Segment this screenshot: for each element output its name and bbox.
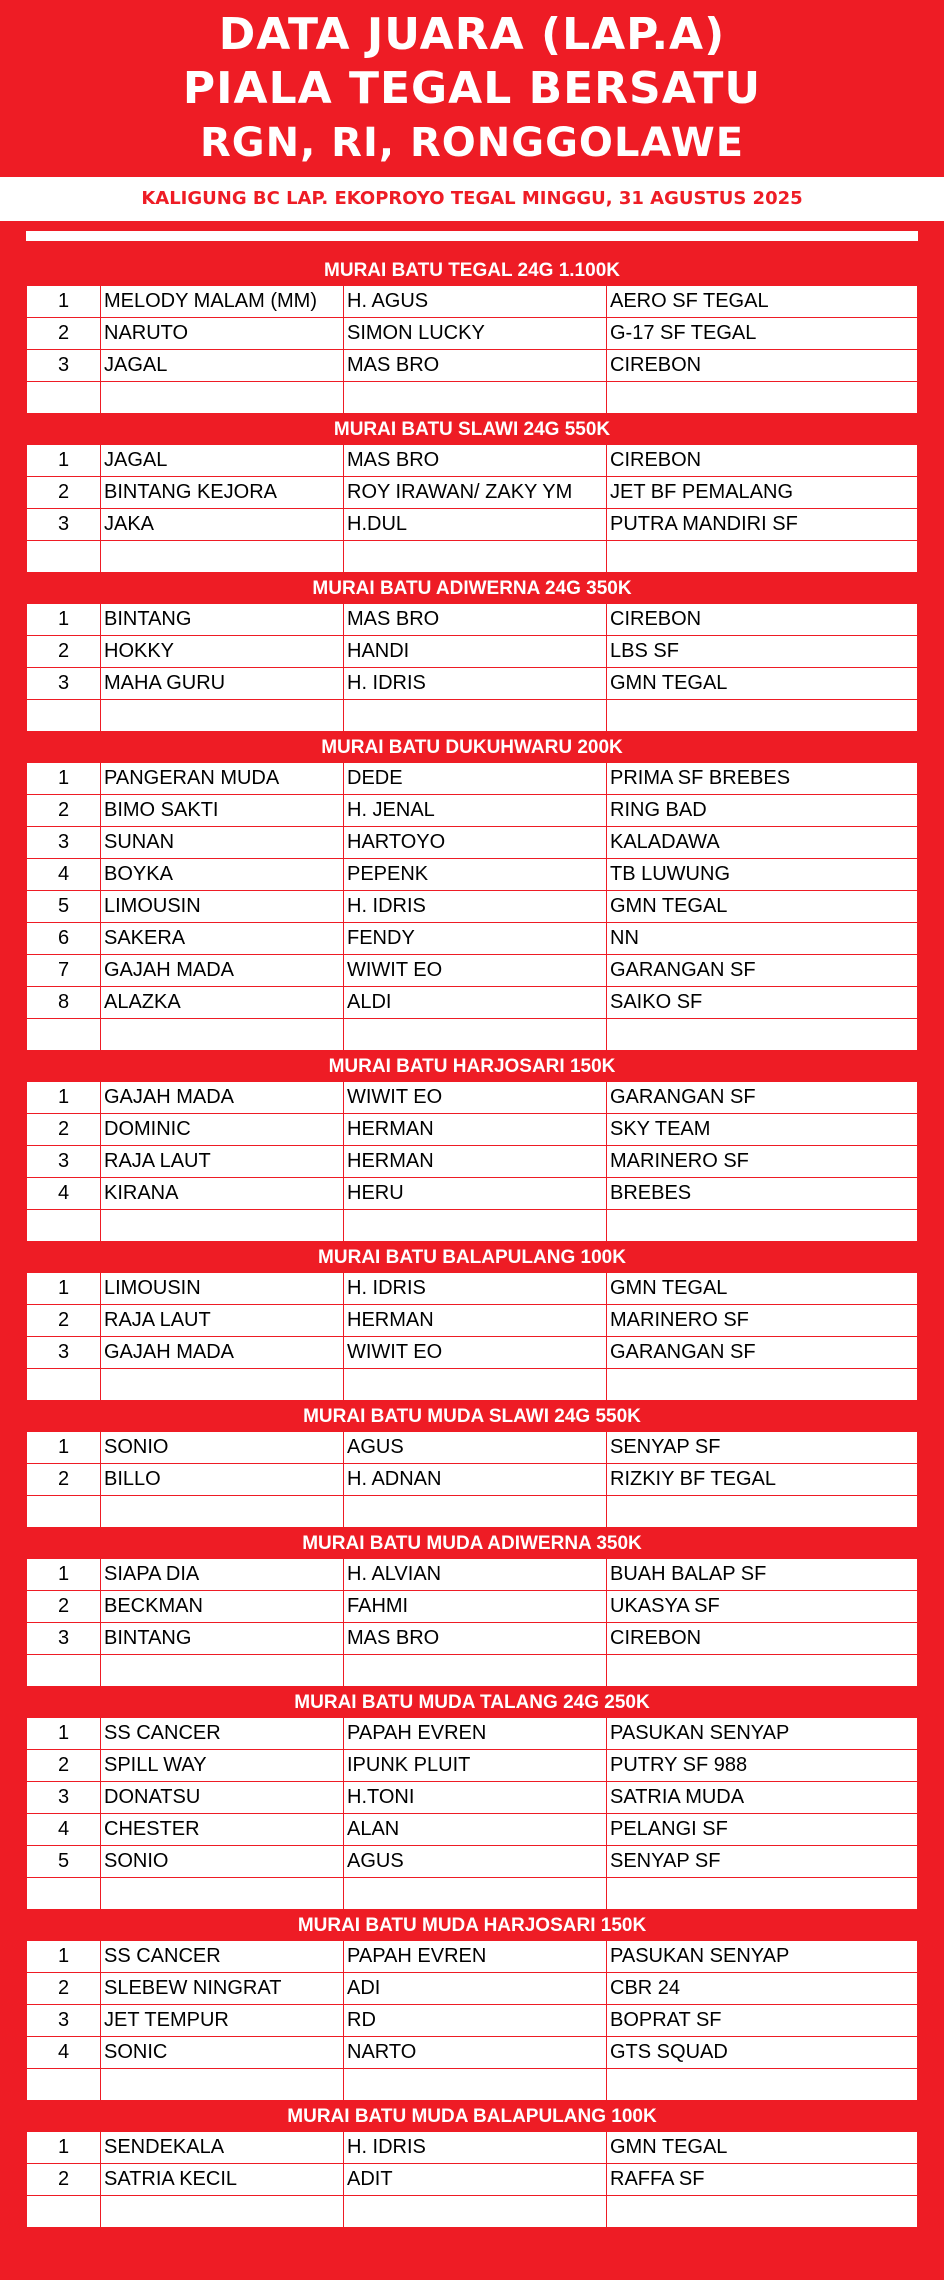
owner-cell: WIWIT EO xyxy=(344,1337,607,1369)
rank-cell: 1 xyxy=(27,1432,101,1464)
rank-cell: 3 xyxy=(27,2005,101,2037)
rank-cell: 6 xyxy=(27,923,101,955)
empty-cell xyxy=(27,382,101,414)
empty-cell xyxy=(607,700,918,732)
owner-cell: H. ADNAN xyxy=(344,1464,607,1496)
rank-cell: 5 xyxy=(27,1846,101,1878)
table-row xyxy=(27,1337,918,1369)
owner-cell: H. AGUS xyxy=(344,286,607,318)
header-title-line-1: DATA JUARA (LAP.A) xyxy=(218,9,726,60)
bird-name-cell: SLEBEW NINGRAT xyxy=(101,1973,344,2005)
empty-cell xyxy=(344,2069,607,2101)
bird-name-cell: SAKERA xyxy=(101,923,344,955)
table-row xyxy=(27,795,918,827)
owner-cell: DEDE xyxy=(344,763,607,795)
team-cell: GMN TEGAL xyxy=(607,1273,918,1305)
table-row xyxy=(27,477,918,509)
bird-name-cell: SS CANCER xyxy=(101,1941,344,1973)
team-cell: PELANGI SF xyxy=(607,1814,918,1846)
empty-cell xyxy=(27,541,101,573)
category-section xyxy=(26,1528,918,1687)
team-cell: CIREBON xyxy=(607,604,918,636)
owner-cell: H. IDRIS xyxy=(344,891,607,923)
empty-cell xyxy=(607,382,918,414)
table-row xyxy=(27,445,918,477)
bird-name-cell: DONATSU xyxy=(101,1782,344,1814)
bird-name-cell: RAJA LAUT xyxy=(101,1305,344,1337)
rank-cell: 2 xyxy=(27,1114,101,1146)
rank-cell: 1 xyxy=(27,445,101,477)
empty-cell xyxy=(101,1019,344,1051)
empty-cell xyxy=(607,1655,918,1687)
team-cell: SAIKO SF xyxy=(607,987,918,1019)
category-title: MURAI BATU BALAPULANG 100K xyxy=(318,1247,626,1268)
bird-name-cell: BECKMAN xyxy=(101,1591,344,1623)
team-cell: GARANGAN SF xyxy=(607,1337,918,1369)
rank-cell: 3 xyxy=(27,1337,101,1369)
sections-container xyxy=(26,255,918,2228)
category-title: MURAI BATU MUDA BALAPULANG 100K xyxy=(287,2106,657,2127)
table-row xyxy=(27,1559,918,1591)
empty-row xyxy=(27,1496,918,1528)
table-row xyxy=(27,1718,918,1750)
bird-name-cell: KIRANA xyxy=(101,1178,344,1210)
team-cell: RING BAD xyxy=(607,795,918,827)
results-table xyxy=(26,1081,918,1242)
empty-cell xyxy=(101,1878,344,1910)
results-table xyxy=(26,444,918,573)
bird-name-cell: PANGERAN MUDA xyxy=(101,763,344,795)
table-row xyxy=(27,891,918,923)
rank-cell: 1 xyxy=(27,286,101,318)
team-cell: GMN TEGAL xyxy=(607,2132,918,2164)
empty-row xyxy=(27,1369,918,1401)
team-cell: CIREBON xyxy=(607,350,918,382)
table-row xyxy=(27,955,918,987)
table-row xyxy=(27,1782,918,1814)
bird-name-cell: NARUTO xyxy=(101,318,344,350)
empty-cell xyxy=(344,1496,607,1528)
owner-cell: H. IDRIS xyxy=(344,2132,607,2164)
owner-cell: MAS BRO xyxy=(344,1623,607,1655)
team-cell: BREBES xyxy=(607,1178,918,1210)
empty-cell xyxy=(101,2069,344,2101)
owner-cell: NARTO xyxy=(344,2037,607,2069)
empty-cell xyxy=(344,1210,607,1242)
empty-cell xyxy=(607,1019,918,1051)
header-title-line-2: PIALA TEGAL BERSATU xyxy=(182,63,762,114)
team-cell: GARANGAN SF xyxy=(607,955,918,987)
empty-cell xyxy=(27,1655,101,1687)
empty-cell xyxy=(607,1878,918,1910)
table-row xyxy=(27,763,918,795)
rank-cell: 3 xyxy=(27,1623,101,1655)
owner-cell: ALAN xyxy=(344,1814,607,1846)
table-row xyxy=(27,1846,918,1878)
bird-name-cell: HOKKY xyxy=(101,636,344,668)
category-section xyxy=(26,414,918,573)
bird-name-cell: SONIC xyxy=(101,2037,344,2069)
bird-name-cell: GAJAH MADA xyxy=(101,1082,344,1114)
empty-cell xyxy=(344,1878,607,1910)
rank-cell: 7 xyxy=(27,955,101,987)
empty-row xyxy=(27,541,918,573)
table-row xyxy=(27,509,918,541)
team-cell: PRIMA SF BREBES xyxy=(607,763,918,795)
empty-cell xyxy=(607,541,918,573)
rank-cell: 1 xyxy=(27,1082,101,1114)
table-row xyxy=(27,923,918,955)
bird-name-cell: SATRIA KECIL xyxy=(101,2164,344,2196)
empty-cell xyxy=(101,1210,344,1242)
category-section xyxy=(26,1051,918,1242)
table-row xyxy=(27,1591,918,1623)
empty-row xyxy=(27,2069,918,2101)
empty-cell xyxy=(607,1496,918,1528)
rank-cell: 2 xyxy=(27,1591,101,1623)
owner-cell: H. IDRIS xyxy=(344,1273,607,1305)
category-title: MURAI BATU SLAWI 24G 550K xyxy=(333,419,611,440)
category-section xyxy=(26,1687,918,1910)
top-divider xyxy=(26,231,918,241)
empty-row xyxy=(27,700,918,732)
owner-cell: H. IDRIS xyxy=(344,668,607,700)
owner-cell: WIWIT EO xyxy=(344,955,607,987)
bird-name-cell: CHESTER xyxy=(101,1814,344,1846)
owner-cell: H. ALVIAN xyxy=(344,1559,607,1591)
team-cell: GMN TEGAL xyxy=(607,668,918,700)
rank-cell: 2 xyxy=(27,1750,101,1782)
owner-cell: ADIT xyxy=(344,2164,607,2196)
team-cell: RIZKIY BF TEGAL xyxy=(607,1464,918,1496)
results-table xyxy=(26,2131,918,2228)
table-row xyxy=(27,2037,918,2069)
results-table xyxy=(26,603,918,732)
empty-row xyxy=(27,1019,918,1051)
table-row xyxy=(27,1814,918,1846)
owner-cell: AGUS xyxy=(344,1432,607,1464)
empty-cell xyxy=(101,382,344,414)
bird-name-cell: BILLO xyxy=(101,1464,344,1496)
empty-row xyxy=(27,1878,918,1910)
empty-cell xyxy=(27,1878,101,1910)
owner-cell: PAPAH EVREN xyxy=(344,1941,607,1973)
table-row xyxy=(27,2164,918,2196)
empty-cell xyxy=(344,1019,607,1051)
header-title-line-3: RGN, RI, RONGGOLAWE xyxy=(199,120,745,166)
owner-cell: HANDI xyxy=(344,636,607,668)
rank-cell: 2 xyxy=(27,2164,101,2196)
table-row xyxy=(27,1750,918,1782)
category-title: MURAI BATU MUDA HARJOSARI 150K xyxy=(297,1915,647,1936)
results-table xyxy=(26,1272,918,1401)
bird-name-cell: MAHA GURU xyxy=(101,668,344,700)
rank-cell: 2 xyxy=(27,1305,101,1337)
table-row xyxy=(27,1178,918,1210)
empty-row xyxy=(27,1655,918,1687)
table-row xyxy=(27,1082,918,1114)
table-row xyxy=(27,987,918,1019)
owner-cell: HERMAN xyxy=(344,1146,607,1178)
results-table xyxy=(26,1431,918,1528)
empty-row xyxy=(27,382,918,414)
empty-cell xyxy=(607,1369,918,1401)
team-cell: RAFFA SF xyxy=(607,2164,918,2196)
team-cell: PASUKAN SENYAP xyxy=(607,1941,918,1973)
table-row xyxy=(27,668,918,700)
owner-cell: RD xyxy=(344,2005,607,2037)
empty-cell xyxy=(27,2069,101,2101)
rank-cell: 1 xyxy=(27,1941,101,1973)
rank-cell: 2 xyxy=(27,1464,101,1496)
empty-cell xyxy=(27,1019,101,1051)
owner-cell: MAS BRO xyxy=(344,350,607,382)
rank-cell: 1 xyxy=(27,1718,101,1750)
owner-cell: PAPAH EVREN xyxy=(344,1718,607,1750)
rank-cell: 4 xyxy=(27,1178,101,1210)
empty-cell xyxy=(27,700,101,732)
rank-cell: 8 xyxy=(27,987,101,1019)
results-table xyxy=(26,1940,918,2101)
table-row xyxy=(27,1432,918,1464)
team-cell: GMN TEGAL xyxy=(607,891,918,923)
category-title: MURAI BATU MUDA TALANG 24G 250K xyxy=(294,1692,650,1713)
owner-cell: ALDI xyxy=(344,987,607,1019)
team-cell: NN xyxy=(607,923,918,955)
category-section xyxy=(26,1910,918,2101)
table-row xyxy=(27,604,918,636)
results-table xyxy=(26,285,918,414)
empty-cell xyxy=(27,1496,101,1528)
owner-cell: HARTOYO xyxy=(344,827,607,859)
team-cell: BOPRAT SF xyxy=(607,2005,918,2037)
owner-cell: H. JENAL xyxy=(344,795,607,827)
owner-cell: HERU xyxy=(344,1178,607,1210)
bird-name-cell: MELODY MALAM (MM) xyxy=(101,286,344,318)
empty-cell xyxy=(27,1369,101,1401)
bird-name-cell: SUNAN xyxy=(101,827,344,859)
category-title: MURAI BATU ADIWERNA 24G 350K xyxy=(312,578,632,599)
bird-name-cell: SONIO xyxy=(101,1846,344,1878)
bird-name-cell: SS CANCER xyxy=(101,1718,344,1750)
bird-name-cell: BINTANG xyxy=(101,604,344,636)
table-row xyxy=(27,350,918,382)
empty-cell xyxy=(607,1210,918,1242)
bird-name-cell: BOYKA xyxy=(101,859,344,891)
rank-cell: 3 xyxy=(27,509,101,541)
owner-cell: ROY IRAWAN/ ZAKY YM xyxy=(344,477,607,509)
rank-cell: 2 xyxy=(27,477,101,509)
table-row xyxy=(27,1973,918,2005)
owner-cell: PEPENK xyxy=(344,859,607,891)
rank-cell: 1 xyxy=(27,1273,101,1305)
owner-cell: FAHMI xyxy=(344,1591,607,1623)
table-row xyxy=(27,1146,918,1178)
bird-name-cell: BIMO SAKTI xyxy=(101,795,344,827)
rank-cell: 3 xyxy=(27,1146,101,1178)
bird-name-cell: JAKA xyxy=(101,509,344,541)
team-cell: SENYAP SF xyxy=(607,1432,918,1464)
results-table xyxy=(26,1558,918,1687)
category-section xyxy=(26,573,918,732)
bird-name-cell: RAJA LAUT xyxy=(101,1146,344,1178)
category-section xyxy=(26,732,918,1051)
category-title: MURAI BATU DUKUHWARU 200K xyxy=(321,737,623,758)
results-table xyxy=(26,1717,918,1910)
team-cell: UKASYA SF xyxy=(607,1591,918,1623)
empty-cell xyxy=(101,700,344,732)
team-cell: GTS SQUAD xyxy=(607,2037,918,2069)
bird-name-cell: LIMOUSIN xyxy=(101,1273,344,1305)
team-cell: TB LUWUNG xyxy=(607,859,918,891)
team-cell: PASUKAN SENYAP xyxy=(607,1718,918,1750)
bird-name-cell: LIMOUSIN xyxy=(101,891,344,923)
owner-cell: IPUNK PLUIT xyxy=(344,1750,607,1782)
table-row xyxy=(27,827,918,859)
team-cell: MARINERO SF xyxy=(607,1146,918,1178)
team-cell: LBS SF xyxy=(607,636,918,668)
table-row xyxy=(27,1623,918,1655)
event-subtitle: KALIGUNG BC LAP. EKOPROYO TEGAL MINGGU, 31 AGUSTUS 2025 xyxy=(0,177,944,221)
results-table xyxy=(26,762,918,1051)
table-row xyxy=(27,636,918,668)
team-cell: CIREBON xyxy=(607,1623,918,1655)
table-row xyxy=(27,1273,918,1305)
empty-cell xyxy=(607,2196,918,2228)
table-row xyxy=(27,859,918,891)
empty-cell xyxy=(607,2069,918,2101)
table-row xyxy=(27,286,918,318)
owner-cell: HERMAN xyxy=(344,1305,607,1337)
bird-name-cell: GAJAH MADA xyxy=(101,1337,344,1369)
bird-name-cell: ALAZKA xyxy=(101,987,344,1019)
empty-cell xyxy=(344,2196,607,2228)
rank-cell: 4 xyxy=(27,2037,101,2069)
bird-name-cell: SPILL WAY xyxy=(101,1750,344,1782)
table-row xyxy=(27,318,918,350)
bird-name-cell: BINTANG KEJORA xyxy=(101,477,344,509)
owner-cell: HERMAN xyxy=(344,1114,607,1146)
owner-cell: H.DUL xyxy=(344,509,607,541)
category-section xyxy=(26,255,918,414)
empty-cell xyxy=(344,541,607,573)
bird-name-cell: DOMINIC xyxy=(101,1114,344,1146)
empty-row xyxy=(27,1210,918,1242)
owner-cell: H.TONI xyxy=(344,1782,607,1814)
team-cell: SKY TEAM xyxy=(607,1114,918,1146)
table-row xyxy=(27,1464,918,1496)
category-title: MURAI BATU MUDA ADIWERNA 350K xyxy=(302,1533,642,1554)
empty-cell xyxy=(344,700,607,732)
rank-cell: 3 xyxy=(27,827,101,859)
owner-cell: WIWIT EO xyxy=(344,1082,607,1114)
empty-cell xyxy=(27,1210,101,1242)
category-title: MURAI BATU MUDA SLAWI 24G 550K xyxy=(303,1406,641,1427)
category-section xyxy=(26,2101,918,2228)
team-cell: PUTRY SF 988 xyxy=(607,1750,918,1782)
header-banner xyxy=(0,0,944,177)
team-cell: CIREBON xyxy=(607,445,918,477)
team-cell: BUAH BALAP SF xyxy=(607,1559,918,1591)
owner-cell: SIMON LUCKY xyxy=(344,318,607,350)
team-cell: KALADAWA xyxy=(607,827,918,859)
bird-name-cell: JET TEMPUR xyxy=(101,2005,344,2037)
rank-cell: 5 xyxy=(27,891,101,923)
table-row xyxy=(27,1114,918,1146)
empty-cell xyxy=(27,2196,101,2228)
empty-cell xyxy=(344,1369,607,1401)
rank-cell: 1 xyxy=(27,1559,101,1591)
rank-cell: 2 xyxy=(27,318,101,350)
bird-name-cell: SIAPA DIA xyxy=(101,1559,344,1591)
owner-cell: ADI xyxy=(344,1973,607,2005)
category-title: MURAI BATU HARJOSARI 150K xyxy=(328,1056,616,1077)
bird-name-cell: GAJAH MADA xyxy=(101,955,344,987)
results-area xyxy=(0,221,944,2280)
rank-cell: 3 xyxy=(27,668,101,700)
table-row xyxy=(27,1305,918,1337)
team-cell: CBR 24 xyxy=(607,1973,918,2005)
bird-name-cell: JAGAL xyxy=(101,350,344,382)
empty-cell xyxy=(344,382,607,414)
bird-name-cell: SONIO xyxy=(101,1432,344,1464)
empty-cell xyxy=(101,2196,344,2228)
empty-cell xyxy=(101,541,344,573)
rank-cell: 4 xyxy=(27,1814,101,1846)
table-row xyxy=(27,2132,918,2164)
category-section xyxy=(26,1401,918,1528)
category-section xyxy=(26,1242,918,1401)
owner-cell: MAS BRO xyxy=(344,604,607,636)
rank-cell: 4 xyxy=(27,859,101,891)
team-cell: SENYAP SF xyxy=(607,1846,918,1878)
table-row xyxy=(27,1941,918,1973)
team-cell: SATRIA MUDA xyxy=(607,1782,918,1814)
category-title: MURAI BATU TEGAL 24G 1.100K xyxy=(324,260,620,281)
bird-name-cell: BINTANG xyxy=(101,1623,344,1655)
owner-cell: FENDY xyxy=(344,923,607,955)
team-cell: MARINERO SF xyxy=(607,1305,918,1337)
empty-cell xyxy=(101,1496,344,1528)
rank-cell: 1 xyxy=(27,763,101,795)
bird-name-cell: SENDEKALA xyxy=(101,2132,344,2164)
rank-cell: 2 xyxy=(27,795,101,827)
owner-cell: MAS BRO xyxy=(344,445,607,477)
team-cell: PUTRA MANDIRI SF xyxy=(607,509,918,541)
empty-row xyxy=(27,2196,918,2228)
rank-cell: 2 xyxy=(27,636,101,668)
team-cell: JET BF PEMALANG xyxy=(607,477,918,509)
rank-cell: 3 xyxy=(27,1782,101,1814)
rank-cell: 2 xyxy=(27,1973,101,2005)
team-cell: G-17 SF TEGAL xyxy=(607,318,918,350)
rank-cell: 1 xyxy=(27,604,101,636)
table-row xyxy=(27,2005,918,2037)
empty-cell xyxy=(101,1655,344,1687)
team-cell: AERO SF TEGAL xyxy=(607,286,918,318)
empty-cell xyxy=(101,1369,344,1401)
rank-cell: 1 xyxy=(27,2132,101,2164)
owner-cell: AGUS xyxy=(344,1846,607,1878)
rank-cell: 3 xyxy=(27,350,101,382)
empty-cell xyxy=(344,1655,607,1687)
bird-name-cell: JAGAL xyxy=(101,445,344,477)
team-cell: GARANGAN SF xyxy=(607,1082,918,1114)
